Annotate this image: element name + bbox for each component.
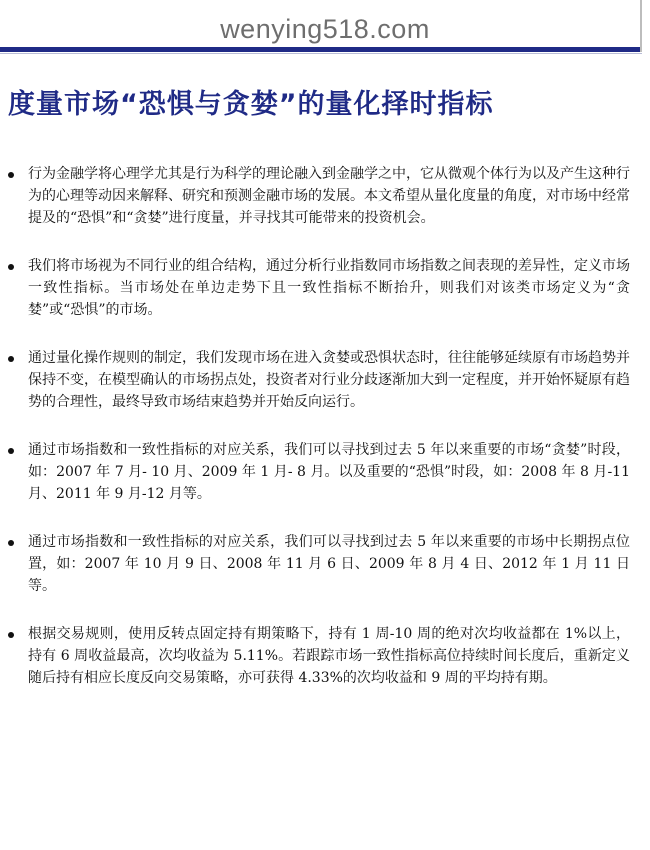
watermark-text: wenying518.com — [220, 14, 430, 44]
bullet-dot-icon — [8, 264, 14, 270]
summary-bullet — [8, 255, 630, 321]
bullet-dot-icon — [8, 172, 14, 178]
bullet-dot-icon — [8, 356, 14, 362]
summary-bullet-text: 通过市场指数和一致性指标的对应关系，我们可以寻找到过去 5 年以来重要的市场中长期拐点位置，如：2007 年 10 月 9 日、2008 年 11 月 6 日、2009 年 8 月 4 日、2012 年 1 月 11 日等。 — [28, 534, 630, 594]
header-edge — [640, 0, 642, 52]
summary-bullet — [8, 531, 630, 597]
summary-bullet-text: 通过量化操作规则的制定，我们发现市场在进入贪婪或恐惧状态时，往往能够延续原有市场趋势并保持不变，在模型确认的市场拐点处，投资者对行业分歧逐渐加大到一定程度，并开始怀疑原有趋势的合理性，最终导致市场结束趋势并开始反向运行。 — [28, 350, 630, 410]
summary-bullet — [8, 347, 630, 413]
bullet-dot-icon — [8, 632, 14, 638]
summary-bullet-text: 通过市场指数和一致性指标的对应关系，我们可以寻找到过去 5 年以来重要的市场“贪婪”时段，如：2007 年 7 月- 10 月、2009 年 1 月- 8 月。以及重要的“恐惧”时段，如：2008 年 8 月-11 月、2011 年 9 月-12 月等。 — [28, 442, 630, 502]
summary-bullet-text: 我们将市场视为不同行业的组合结构，通过分析行业指数同市场指数之间表现的差异性，定义市场一致性指标。当市场处在单边走势下且一致性指标不断抬升，则我们对该类市场定义为“贪婪”或“恐惧”的市场。 — [28, 258, 630, 318]
report-title: 度量市场“恐惧与贪婪”的量化择时指标 — [8, 89, 494, 120]
header-rule — [0, 47, 642, 52]
summary-bullet — [8, 163, 630, 229]
bullet-dot-icon — [8, 540, 14, 546]
summary-bullet — [8, 623, 630, 689]
summary-bullet-list — [8, 163, 630, 715]
bullet-dot-icon — [8, 448, 14, 454]
header-rule-thin — [0, 53, 642, 54]
summary-bullet-text: 行为金融学将心理学尤其是行为科学的理论融入到金融学之中，它从微观个体行为以及产生这种行为的心理等动因来解释、研究和预测金融市场的发展。本文希望从量化度量的角度，对市场中经常提及的“恐惧”和“贪婪”进行度量，并寻找其可能带来的投资机会。 — [28, 166, 630, 226]
summary-bullet-text: 根据交易规则，使用反转点固定持有期策略下，持有 1 周-10 周的绝对次均收益都在 1%以上，持有 6 周收益最高，次均收益为 5.11%。若跟踪市场一致性指标高位持续时间长度后，重新定义随后持有相应长度反向交易策略，亦可获得 4.33%的次均收益和 9 周的平均持有期。 — [28, 626, 630, 686]
summary-bullet — [8, 439, 630, 505]
